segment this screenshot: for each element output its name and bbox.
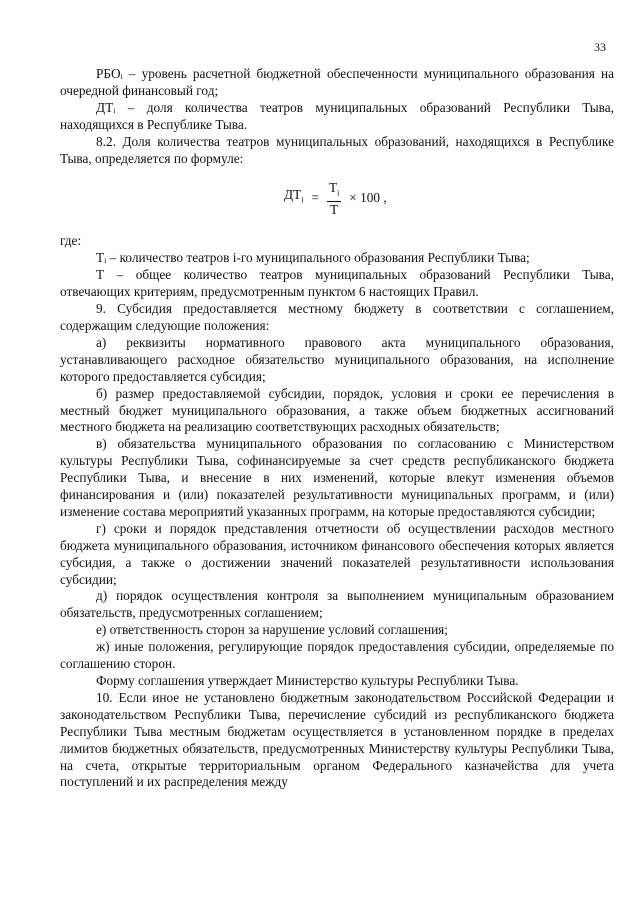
formula-lhs: $ДТ_i$ bbox=[284, 187, 304, 206]
paragraph-form: Форму соглашения утверждает Министерство культуры Республики Тыва. bbox=[96, 673, 519, 688]
formula-numerator: $Т_i$ bbox=[327, 180, 341, 202]
paragraph-9zh: ж) иные положения, регулирующие порядок предоставления субсидии, определяемые по соглашению сторон. bbox=[60, 639, 614, 672]
paragraph-dt: ДТᵢ – доля количества театров муниципальных образований Республики Тыва, находящихся в Республике Тыва. bbox=[60, 99, 614, 132]
paragraph-9a: а) реквизиты нормативного правового акта муниципального образования, устанавливающего расходное обязательство муниципального образования, на исполнение которого предоставляется субсидия; bbox=[60, 334, 614, 384]
paragraph-rbo: РБОᵢ – уровень расчетной бюджетной обеспеченности муниципального образования на очередной финансовый год; bbox=[60, 66, 614, 98]
formula-equals: = bbox=[311, 190, 319, 206]
paragraph-9: 9. Субсидия предоставляется местному бюджету в соответствии с соглашением, содержащим следующие положения: bbox=[60, 301, 614, 333]
paragraph-10: 10. Если иное не установлено бюджетным законодательством Российской Федерации и законодательством Республики Тыва, перечисление субсидий из республиканского бюджета Республики Тыва местным бюджетам осуществляется в установленном порядке в пределах лимитов бюджетных обязательств, предусмотренных Министерству культуры Республики Тыва, на счета, открытые территориальным органом Федерального казначейства для учета поступлений и их распределения между bbox=[60, 689, 614, 790]
formula bbox=[60, 170, 614, 230]
page-number: 33 bbox=[594, 40, 606, 54]
formula-fraction bbox=[327, 180, 341, 217]
formula-rhs: × 100 , bbox=[349, 190, 387, 206]
formula-denominator: Т bbox=[330, 202, 339, 218]
paragraph-9b: б) размер предоставляемой субсидии, порядок, условия и сроки ее перечисления в местный бюджет муниципального образования, а также объем бюджетных ассигнований местного бюджета на реализацию соответствующих расходных обязательств; bbox=[60, 385, 614, 435]
paragraph-t: Т – общее количество театров муниципальных образований Республики Тыва, отвечающих критериям, предусмотренным пунктом 6 настоящих Правил. bbox=[60, 267, 614, 300]
paragraph-9g: г) сроки и порядок представления отчетности об осуществлении расходов местного бюджета муниципального образования, источником финансового обеспечения которых является субсидия, а также о достижении значений показателей результативности использования субсидии; bbox=[60, 520, 614, 587]
paragraph-8-2: 8.2. Доля количества театров муниципальных образований, находящихся в Республике Тыва, определяется по формуле: bbox=[60, 133, 614, 166]
paragraph-gde: где: bbox=[60, 233, 82, 249]
paragraph-9d: д) порядок осуществления контроля за выполнением муниципальным образованием обязательств, предусмотренных соглашением; bbox=[60, 588, 614, 621]
document-body bbox=[60, 66, 614, 791]
paragraph-ti: Тᵢ – количество театров i-го муниципального образования Республики Тыва; bbox=[96, 250, 530, 266]
paragraph-9v: в) обязательства муниципального образования по согласованию с Министерством культуры Республики Тыва, софинансируемые за счет средств республиканского бюджета Республики Тыва, и внесение в них изменений, которые влекут изменения объемов финансирования и (или) показателей результативности муниципальных программ, и (или) изменение состава мероприятий указанных программ, на которые предоставляются субсидии; bbox=[60, 436, 614, 519]
paragraph-9e: е) ответственность сторон за нарушение условий соглашения; bbox=[96, 622, 448, 638]
